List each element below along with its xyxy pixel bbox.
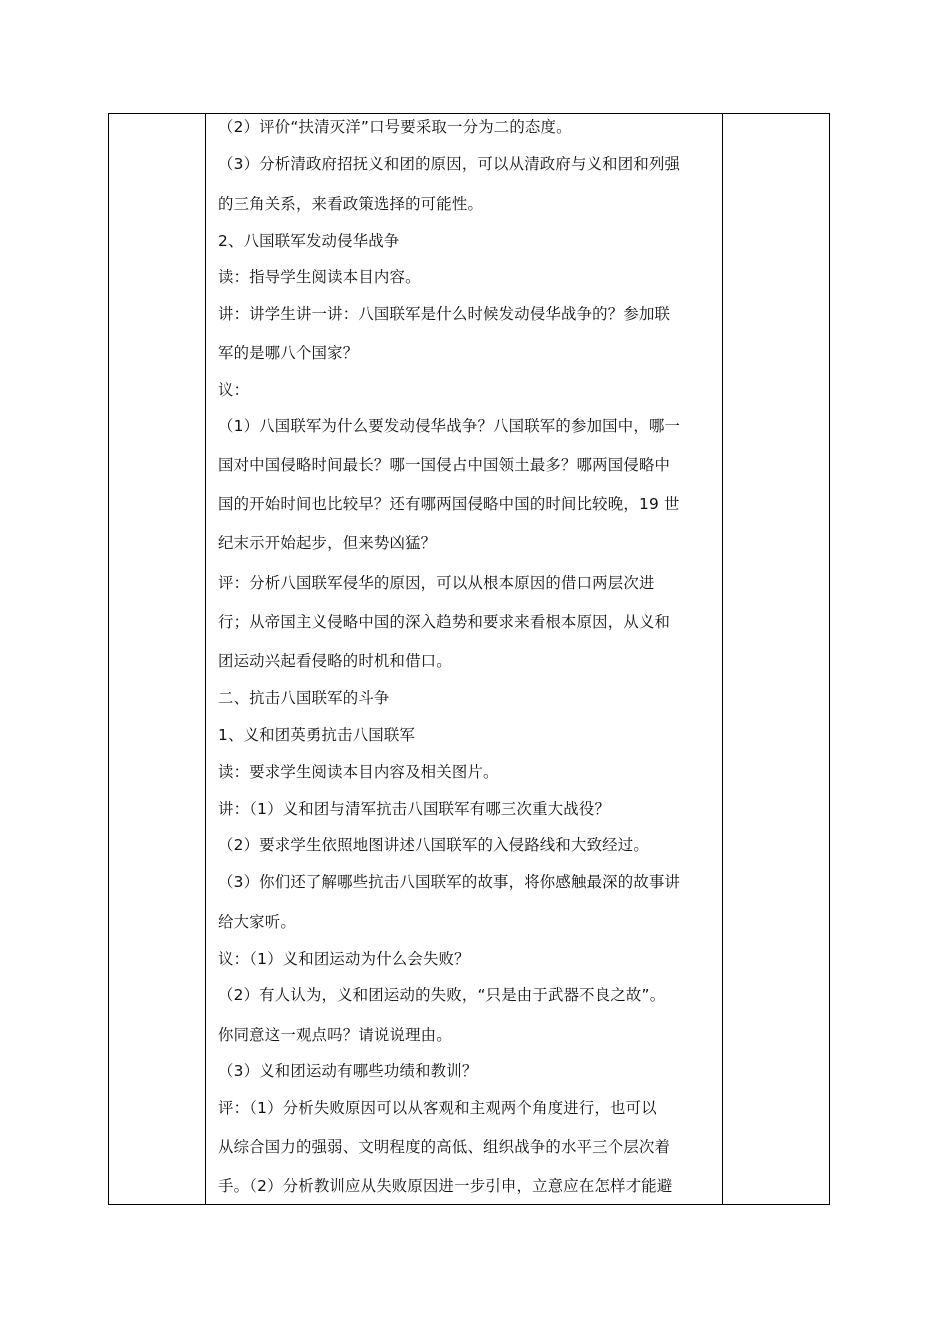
text-line: （3）你们还了解哪些抗击八国联军的故事，将你感触最深的故事讲: [218, 873, 681, 891]
text-line: （3）分析清政府招抚义和团的原因，可以从清政府与义和团和列强: [218, 155, 681, 173]
table-content-column: [206, 114, 723, 1204]
table-right-column: [723, 114, 829, 1204]
text-line: 从综合国力的强弱、文明程度的高低、组织战争的水平三个层次着: [218, 1138, 671, 1156]
text-line: （2）评价“扶清灭洋”口号要采取一分为二的态度。: [218, 118, 572, 136]
text-line: 国的开始时间也比较早？还有哪两国侵略中国的时间比较晚，19 世: [218, 495, 680, 513]
text-line: 团运动兴起看侵略的时机和借口。: [218, 652, 452, 670]
text-line: 手。（2）分析教训应从失败原因进一步引申，立意应在怎样才能避: [218, 1177, 673, 1195]
text-line: 读：要求学生阅读本目内容及相关图片。: [218, 763, 499, 781]
text-line: 评：（1）分析失败原因可以从客观和主观两个角度进行，也可以: [218, 1099, 657, 1117]
text-line: 评：分析八国联军侵华的原因，可以从根本原因的借口两层次进: [218, 574, 655, 592]
text-line: 二、抗击八国联军的斗争: [218, 689, 390, 707]
text-line: （1）八国联军为什么要发动侵华战争？八国联军的参加国中，哪一: [218, 417, 681, 435]
lesson-plan-table: [108, 113, 830, 1205]
text-line: 讲：（1）义和团与清军抗击八国联军有哪三次重大战役？: [218, 800, 611, 818]
text-line: 议：: [218, 381, 250, 399]
text-line: 读：指导学生阅读本目内容。: [218, 268, 421, 286]
text-line: 给大家听。: [218, 913, 296, 931]
text-line: （3）义和团运动有哪些功绩和教训？: [218, 1062, 478, 1080]
text-line: 2、八国联军发动侵华战争: [218, 232, 400, 250]
text-line: 你同意这一观点吗？请说说理由。: [218, 1026, 452, 1044]
text-line: 议：（1）义和团运动为什么会失败？: [218, 950, 470, 968]
text-line: 国对中国侵略时间最长？哪一国侵占中国领土最多？哪两国侵略中: [218, 456, 671, 474]
table-left-column: [109, 114, 206, 1204]
text-line: 行；从帝国主义侵略中国的深入趋势和要求来看根本原因，从义和: [218, 613, 671, 631]
text-line: 军的是哪八个国家？: [218, 344, 359, 362]
text-line: （2）要求学生依照地图讲述八国联军的入侵路线和大致经过。: [218, 836, 649, 854]
text-line: 的三角关系，来看政策选择的可能性。: [218, 195, 484, 213]
text-line: （2）有人认为，义和团运动的失败，“只是由于武器不良之故”。: [218, 986, 666, 1004]
text-line: 纪末示开始起步，但来势凶猛？: [218, 534, 437, 552]
text-line: 1、义和团英勇抗击八国联军: [218, 726, 416, 744]
text-line: 讲：讲学生讲一讲：八国联军是什么时候发动侵华战争的？参加联: [218, 305, 671, 323]
